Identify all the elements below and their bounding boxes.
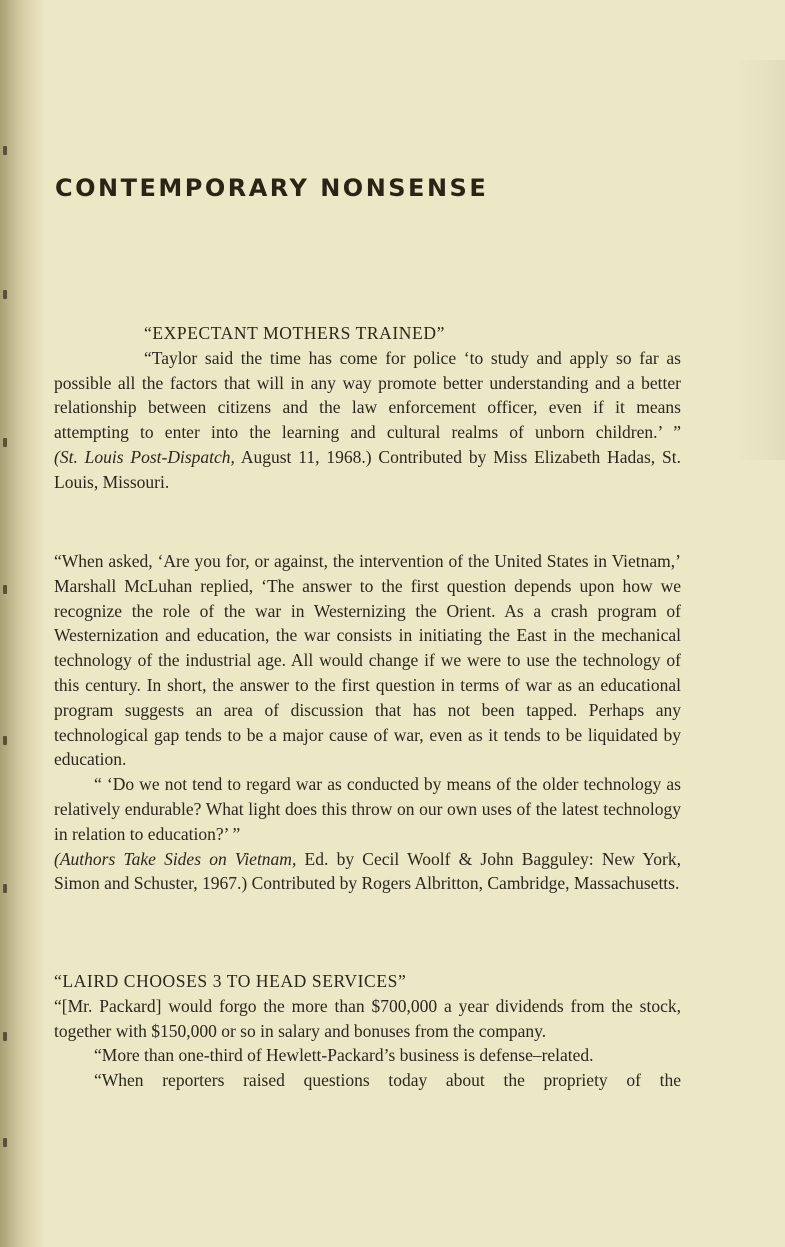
binding-thread-mark [3,1138,7,1147]
item-mcluhan [54,549,681,896]
binding-thread-mark [3,438,7,447]
quote-paragraph: “ ‘Do we not tend to regard war as conducted by means of the older technology as relatively endurable? What light does this throw on our own uses of the latest technology in relation to education?’ ” [54,774,681,844]
headline: “LAIRD CHOOSES 3 TO HEAD SERVICES” [54,971,407,991]
quote-paragraph: “[Mr. Packard] would forgo the more than $700,000 a year dividends from the stock, together with $150,000 or so in salary and bonuses from the company. [54,995,681,1041]
source-title: (St. Louis Post-Dispatch, [54,446,235,467]
source-details: August 11, 1968.) Contributed by Miss Elizabeth Hadas, St. Louis, Missouri. [54,446,681,492]
quote-paragraph: “When asked, ‘Are you for, or against, the intervention of the United States in Vietnam,’ Marshall McLuhan replied, ‘The answer to the first question depends upon how we recognize the role of the war in Westernizing the Orient. As a crash program of Westernization and education, the war consists in initiating the East in the mechanical technology of the industrial age. All would change if we were to use the technology of this century. In short, the answer to the first question in terms of war as an educational program suggests an area of discussion that has not been tapped. Perhaps any technological gap tends to be a major cause of war, even as it tends to be liquidated by education. [54,551,681,770]
page-bleed-through [735,60,785,460]
book-binding-edge [0,0,46,1247]
source-details: Ed. by Cecil Woolf & John Bagguley: New York, Simon and Schuster, 1967.) Contributed by Rogers Albritton, Cambridge, Massachusetts. [54,848,682,894]
binding-thread-mark [3,290,7,299]
source-citation [54,847,681,897]
binding-thread-mark [3,146,7,155]
binding-thread-mark [3,884,7,893]
quote-paragraph: “Taylor said the time has come for police ‘to study and apply so far as possible all the factors that will in any way promote better understanding and a better relationship between citizens and the law enforcement officer, even if it means attempting to enter into the learning and cultural realms of unborn children.’ ” [54,347,681,443]
source-citation [54,445,681,495]
binding-thread-mark [3,736,7,745]
binding-thread-mark [3,1032,7,1041]
source-title: (Authors Take Sides on Vietnam, [54,848,297,869]
page-title: CONTEMPORARY NONSENSE [55,174,489,202]
headline: “EXPECTANT MOTHERS TRAINED” [144,323,445,343]
quote-paragraph: “When reporters raised questions today about the propriety of the [94,1070,681,1091]
quote-paragraph: “More than one-third of Hewlett-Packard’s business is defense–related. [94,1045,594,1066]
item-expectant-mothers [54,321,681,495]
item-laird [54,969,681,1093]
binding-thread-mark [3,585,7,594]
